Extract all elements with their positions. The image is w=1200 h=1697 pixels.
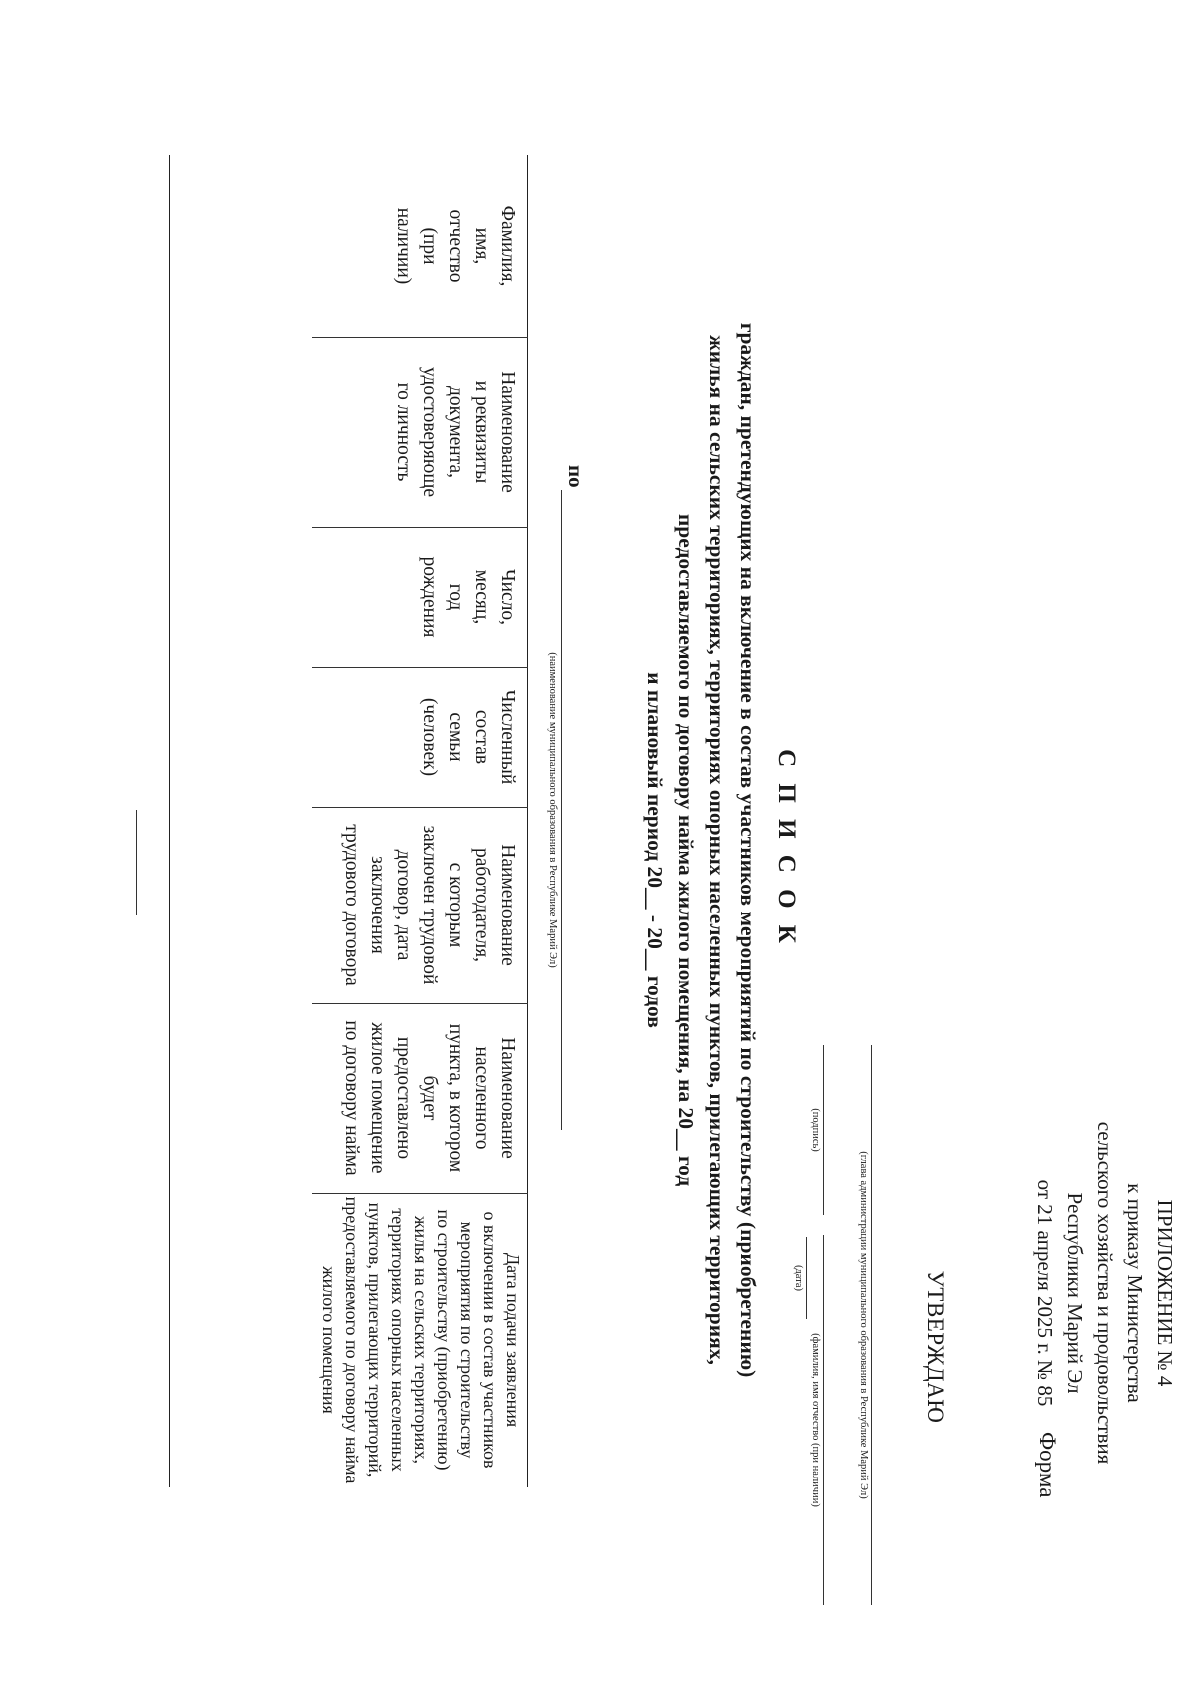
po-label: по <box>564 465 588 488</box>
header-line: состав <box>471 709 492 765</box>
header-line: предоставлено <box>393 1036 414 1160</box>
header-line: семьи <box>445 712 466 762</box>
header-line: Численный <box>497 689 518 785</box>
header-line: Наименование <box>497 371 518 493</box>
header-line: работодателя, <box>471 847 492 963</box>
document-heading <box>639 140 763 1560</box>
column-header-id-document <box>390 337 520 527</box>
column-header-application-date <box>317 1193 524 1487</box>
header-line: предоставляемого по договору найма <box>342 1196 362 1484</box>
date-caption: (дата) <box>793 1264 804 1292</box>
date-line <box>806 1237 807 1319</box>
approve-word: УТВЕРЖДАЮ <box>923 1270 948 1424</box>
header-line: документа, <box>445 385 466 479</box>
name-caption: (фамилия, имя отчество (при наличии) <box>810 1333 821 1507</box>
heading-line-3: предоставляемого по договору найма жилого помещения, на 20__ год <box>674 513 698 1187</box>
table-bottom-border <box>169 155 170 1487</box>
signature-line <box>823 1045 824 1215</box>
header-line: наличии) <box>393 207 414 285</box>
head-caption: (глава администрации муниципального образования в Республике Марий Эл) <box>858 1151 869 1499</box>
annex-order-date: от 21 апреля 2025 г. № 85 <box>1033 1179 1057 1407</box>
annex-ministry: сельского хозяйства и продовольствия <box>1093 1121 1117 1465</box>
header-line: го личность <box>393 382 414 482</box>
header-line: с которым <box>445 862 466 948</box>
header-line: территориях опорных населенных <box>388 1208 408 1472</box>
header-line: по строительству (приобретению) <box>434 1209 454 1471</box>
name-line <box>823 1235 824 1605</box>
column-header-employer <box>338 807 520 1003</box>
municipality-line <box>561 490 562 1130</box>
header-line: жилья на сельских территориях, <box>411 1216 431 1464</box>
heading-line-1: граждан, претендующих на включение в состав участников мероприятий по строительству (приобретению) <box>736 322 760 1378</box>
signature-caption: (подпись) <box>810 1108 821 1152</box>
footer-separator-line <box>136 810 137 915</box>
column-header-birth-date <box>416 527 520 667</box>
header-line: по договору найма <box>341 1020 362 1176</box>
municipality-caption: (наименование муниципального образования в Республике Марий Эл) <box>547 652 558 968</box>
header-line: о включении в состав участников <box>480 1211 500 1469</box>
document-title: С П И С О К <box>773 749 800 948</box>
column-header-full-name <box>390 155 520 337</box>
header-line: населенного <box>471 1046 492 1150</box>
header-line: жилое помещение <box>367 1022 388 1174</box>
header-line: заключения <box>367 856 388 954</box>
header-line: отчество <box>445 209 466 283</box>
annex-number: ПРИЛОЖЕНИЕ № 4 <box>1153 1199 1177 1387</box>
header-line: месяц, <box>471 569 492 625</box>
header-line: Фамилия, <box>497 205 518 287</box>
header-line: заключен трудовой <box>419 825 440 985</box>
header-line: удостоверяюще <box>419 366 440 498</box>
header-line: пунктов, прилегающих территорий, <box>365 1202 385 1478</box>
header-line: имя, <box>471 227 492 265</box>
head-signature-line <box>871 1045 872 1605</box>
header-line: Наименование <box>497 1037 518 1159</box>
annex-order-ref: к приказу Министерства <box>1123 1183 1147 1403</box>
header-line: (при <box>419 227 440 265</box>
header-line: рождения <box>419 556 440 638</box>
header-line: трудового договора <box>341 824 362 986</box>
column-header-settlement <box>338 1003 520 1193</box>
header-line: год <box>445 583 466 611</box>
form-label: Форма <box>1035 1432 1060 1498</box>
header-line: пункта, в котором <box>445 1023 466 1173</box>
table-top-border <box>527 155 528 1487</box>
annex-republic: Республики Марий Эл <box>1063 1192 1087 1394</box>
heading-line-2: жилья на сельских территориях, территориях опорных населенных пунктов, прилегающих территориях, <box>705 335 729 1365</box>
column-header-family-size <box>416 667 520 807</box>
header-line: Наименование <box>497 844 518 966</box>
header-line: будет <box>419 1075 440 1121</box>
header-line: и реквизиты <box>471 380 492 484</box>
heading-line-4: и плановый период 20__ - 20__ годов <box>643 672 667 1028</box>
header-line: жилого помещения <box>319 1266 339 1414</box>
header-line: Дата подачи заявления <box>503 1252 523 1428</box>
header-line: мероприятия по строительству <box>457 1221 477 1459</box>
header-line: договор, дата <box>393 849 414 961</box>
header-line: (человек) <box>419 697 440 777</box>
header-line: Число, <box>497 568 518 626</box>
